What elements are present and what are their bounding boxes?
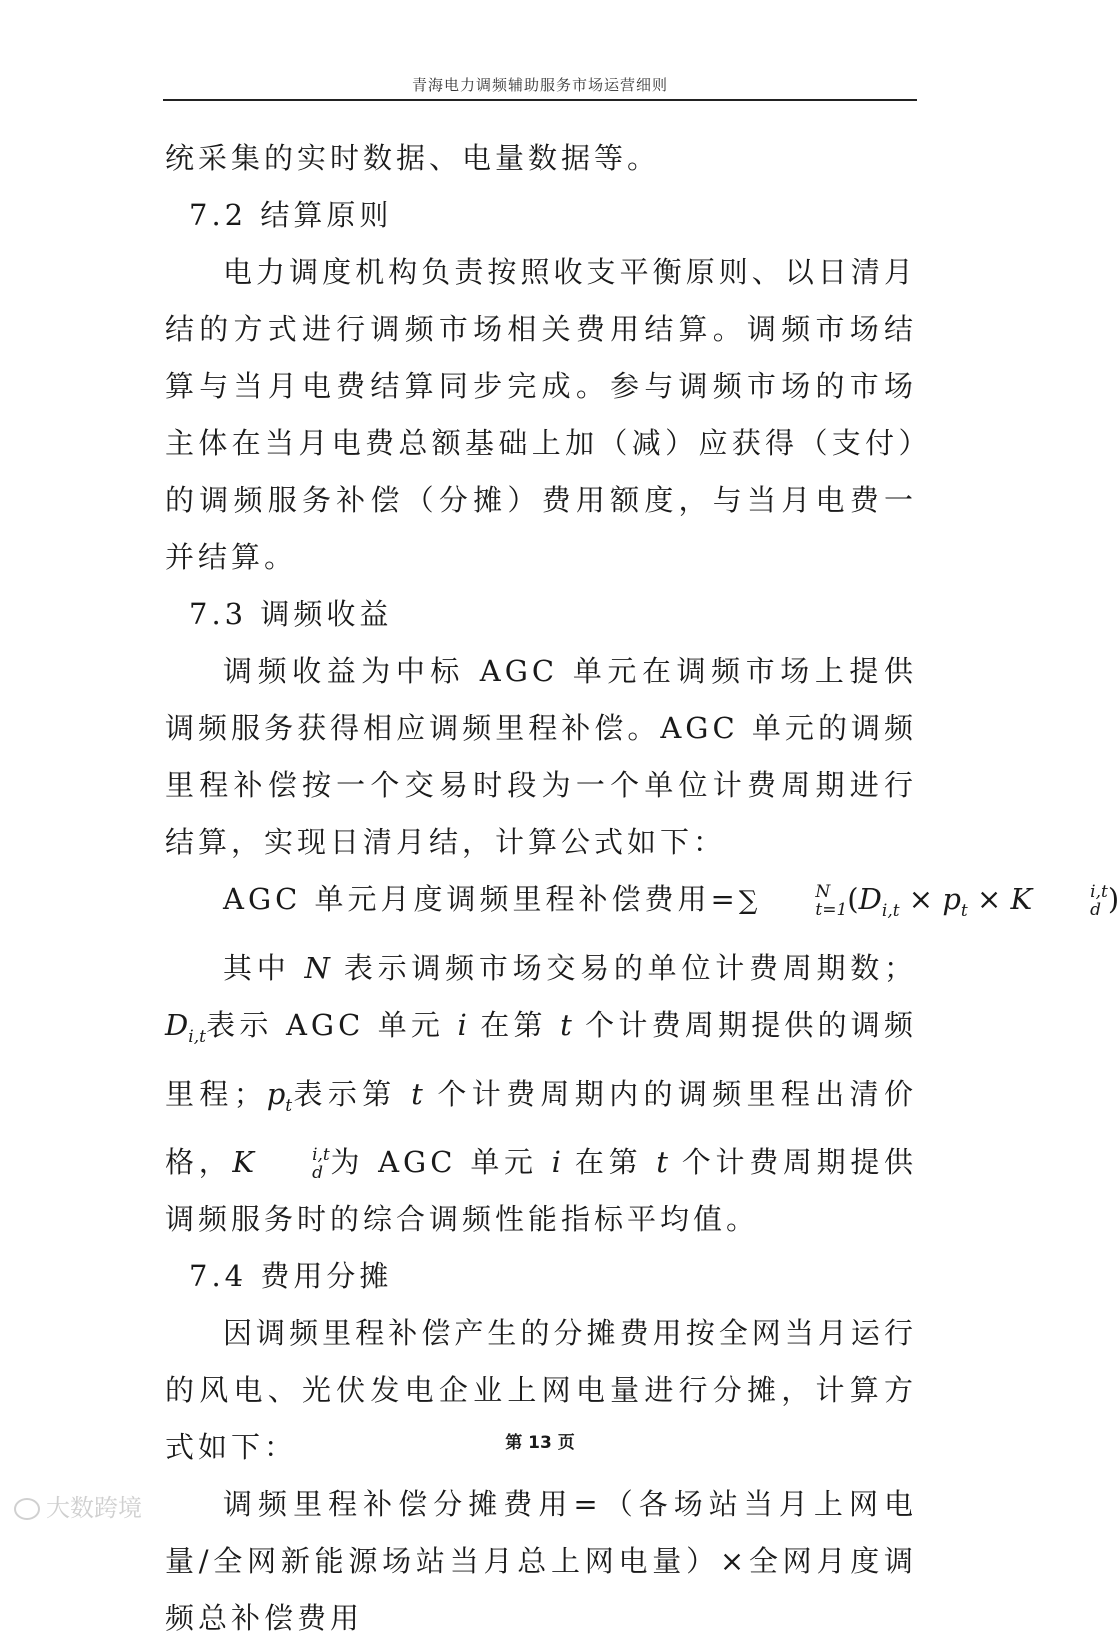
var-t: t xyxy=(411,1076,423,1111)
summation-lower: t=1 xyxy=(815,900,848,920)
text-run: 在第 xyxy=(466,1007,561,1042)
text-run: 个计费周期内的调频里程出清价格， xyxy=(165,1076,917,1180)
var-t: t xyxy=(560,1007,572,1042)
times-sign: × xyxy=(967,882,1011,916)
summation-upper: N xyxy=(815,882,831,902)
var-D: D xyxy=(858,882,882,916)
formula-label: AGC 单元月度调频里程补偿费用= xyxy=(223,882,739,916)
section-heading-7-3: 7.3 调频收益 xyxy=(189,597,393,631)
var-i: i xyxy=(457,1007,467,1042)
var-K-superscript: i,t xyxy=(1090,882,1108,902)
paragraph-continued: 统采集的实时数据、电量数据等。 xyxy=(165,141,661,175)
paragraph-frequency-revenue: 调频收益为中标 AGC 单元在调频市场上提供调频服务获得相应调频里程补偿。AGC 单元的调频里程补偿按一个交易时段为一个单位计费周期进行结算，实现日清月结，计算公式如下： xyxy=(165,654,917,859)
text-run: 为 AGC 单元 xyxy=(329,1145,552,1180)
document-body xyxy=(165,130,1119,1647)
watermark xyxy=(14,1488,142,1523)
var-i: i xyxy=(551,1145,561,1180)
watermark-logo-icon xyxy=(14,1498,40,1520)
header-divider xyxy=(163,99,917,101)
var-p: p xyxy=(942,882,961,916)
section-heading-7-4: 7.4 费用分摊 xyxy=(189,1259,393,1294)
document-header-title: 青海电力调频辅助服务市场运营细则 xyxy=(411,76,668,94)
var-K-subscript: d xyxy=(1090,900,1102,920)
watermark-text: 大数跨境 xyxy=(46,1494,142,1522)
var-D-subscript: i,t xyxy=(188,1026,206,1047)
var-K: K xyxy=(232,1145,255,1180)
text-run: 表示第 xyxy=(292,1076,412,1111)
text-run: 在第 xyxy=(560,1145,657,1180)
var-p-subscript: t xyxy=(960,900,968,921)
summation-symbol: ∑ xyxy=(738,886,758,916)
paragraph-cost-allocation: 因调频里程补偿产生的分摊费用按全网当月运行的风电、光伏发电企业上网电量进行分摊，计算方式如下： xyxy=(165,1316,917,1465)
paragraph-variable-definitions xyxy=(165,940,917,1249)
var-K: K xyxy=(1010,882,1033,916)
var-D: D xyxy=(165,1007,189,1042)
section-heading-7-2: 7.2 结算原则 xyxy=(189,198,393,232)
var-D-subscript: i,t xyxy=(881,900,900,921)
text-run: 其中 xyxy=(223,950,305,985)
times-sign: × xyxy=(899,882,943,916)
formula-agc-compensation xyxy=(165,871,1119,940)
text-run: 个计费周期提供的调频里程； xyxy=(165,1007,918,1111)
text-run: 个计费周期提供调频服务时的综合调频性能指标平均值。 xyxy=(165,1145,918,1237)
text-run: 表示 AGC 单元 xyxy=(205,1007,458,1042)
var-p: p xyxy=(266,1076,286,1111)
paragraph-allocation-formula: 调频里程补偿分摊费用=（各场站当月上网电量/全网新能源场站当月总上网电量）×全网月度调频总补偿费用 xyxy=(165,1487,917,1636)
formula-close-paren: ) xyxy=(1107,882,1119,916)
var-K-superscript: i,t xyxy=(312,1145,330,1166)
var-t: t xyxy=(656,1145,668,1180)
var-p-subscript: t xyxy=(285,1095,293,1116)
page-number: 第 13 页 xyxy=(505,1433,575,1453)
paragraph-settlement-principle: 电力调度机构负责按照收支平衡原则、以日清月结的方式进行调频市场相关费用结算。调频市场结算与当月电费结算同步完成。参与调频市场的市场主体在当月电费总额基础上加（减）应获得（支付）的调频服务补偿（分摊）费用额度，与当月电费一并结算。 xyxy=(165,255,917,574)
var-N: N xyxy=(304,950,330,985)
text-run: 表示调频市场交易的单位计费周期数； xyxy=(329,950,917,985)
var-K-subscript: d xyxy=(312,1163,323,1184)
formula-open-paren: ( xyxy=(847,882,859,916)
